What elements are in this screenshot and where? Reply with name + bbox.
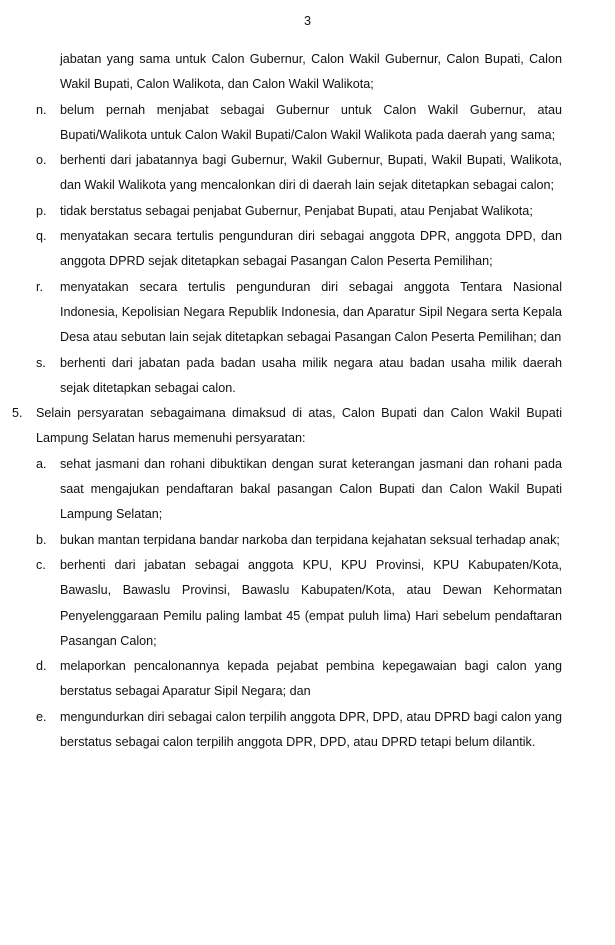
- list-marker: q.: [36, 229, 47, 244]
- list-marker: p.: [36, 203, 47, 218]
- list-item-n: [36, 98, 562, 149]
- list-marker: b.: [36, 532, 47, 547]
- list-item-text: berhenti dari jabatan pada badan usaha milik negara atau badan usaha milik daerah sejak ditetapkan sebagai calon.: [60, 355, 562, 395]
- list-item-r: [36, 275, 562, 351]
- list-item-d: [36, 654, 562, 705]
- section-5: [12, 401, 562, 452]
- page-number: 3: [303, 14, 311, 28]
- list-item-text: bukan mantan terpidana bandar narkoba dan terpidana kejahatan seksual terhadap anak;: [60, 532, 560, 547]
- list-item-s: [36, 351, 562, 402]
- list-item-text: menyatakan secara tertulis pengunduran diri sebagai anggota Tentara Nasional Indonesia, Kepolisian Negara Republik Indonesia, dan Aparatur Sipil Negara serta Kepala Desa atau sebutan lain sejak ditetapkan sebagai Pasangan Calon Peserta Pemilihan; dan: [60, 279, 562, 345]
- list-marker: c.: [36, 557, 46, 572]
- section-text: Selain persyaratan sebagaimana dimaksud di atas, Calon Bupati dan Calon Wakil Bupati Lampung Selatan harus memenuhi persyaratan:: [36, 406, 562, 446]
- list-item-text: tidak berstatus sebagai penjabat Gubernur, Penjabat Bupati, atau Penjabat Walikota;: [60, 203, 533, 218]
- list-item-text: belum pernah menjabat sebagai Gubernur untuk Calon Wakil Gubernur, atau Bupati/Walikota untuk Calon Wakil Bupati/Calon Wakil Walikota pada daerah yang sama;: [60, 102, 562, 142]
- list-marker: o.: [36, 153, 47, 168]
- list-item-text: menyatakan secara tertulis pengunduran diri sebagai anggota DPR, anggota DPD, dan anggota DPRD sejak ditetapkan sebagai Pasangan Calon Peserta Pemilihan;: [60, 229, 562, 269]
- list-item-p: [36, 199, 562, 224]
- list-item-text: sehat jasmani dan rohani dibuktikan dengan surat keterangan jasmani dan rohani pada saat mengajukan pendaftaran bakal pasangan Calon Bupati dan Calon Wakil Bupati Lampung Selatan;: [60, 456, 562, 522]
- list-marker: e.: [36, 709, 47, 724]
- list-item-text: mengundurkan diri sebagai calon terpilih anggota DPR, DPD, atau DPRD bagi calon yang berstatus sebagai calon terpilih anggota DPR, DPD, atau DPRD tetapi belum dilantik.: [60, 709, 562, 750]
- list-item-text: melaporkan pencalonannya kepada pejabat pembina kepegawaian bagi calon yang berstatus sebagai Aparatur Sipil Negara; dan: [60, 659, 562, 699]
- list-item-c: [36, 553, 562, 654]
- section-marker: 5.: [12, 406, 23, 421]
- list-item-b: [36, 528, 562, 553]
- list-marker: s.: [36, 355, 46, 370]
- page-content: [0, 47, 615, 755]
- list-marker: d.: [36, 659, 47, 674]
- list-item-a: [36, 452, 562, 528]
- list-item-text: berhenti dari jabatan sebagai anggota KPU, KPU Provinsi, KPU Kabupaten/Kota, Bawaslu, Bawaslu Provinsi, Bawaslu Kabupaten/Kota, atau Dewan Kehormatan Penyelenggaraan Pemilu paling lambat 45 (empat puluh lima) Hari sebelum pendaftaran Pasangan Calon;: [60, 557, 562, 648]
- list-item-text: berhenti dari jabatannya bagi Gubernur, Wakil Gubernur, Bupati, Wakil Bupati, Walikota, dan Wakil Walikota yang mencalonkan diri di daerah lain sejak ditetapkan sebagai calon;: [60, 153, 562, 193]
- list-marker: n.: [36, 102, 47, 117]
- list-item-o: [36, 148, 562, 199]
- list-item-e: [36, 705, 562, 756]
- list-item-q: [36, 224, 562, 275]
- continuation-paragraph: jabatan yang sama untuk Calon Gubernur, Calon Wakil Gubernur, Calon Bupati, Calon Wakil Bupati, Calon Walikota, dan Calon Wakil Walikota;: [60, 52, 562, 92]
- list-marker: a.: [36, 456, 47, 471]
- list-marker: r.: [36, 279, 43, 294]
